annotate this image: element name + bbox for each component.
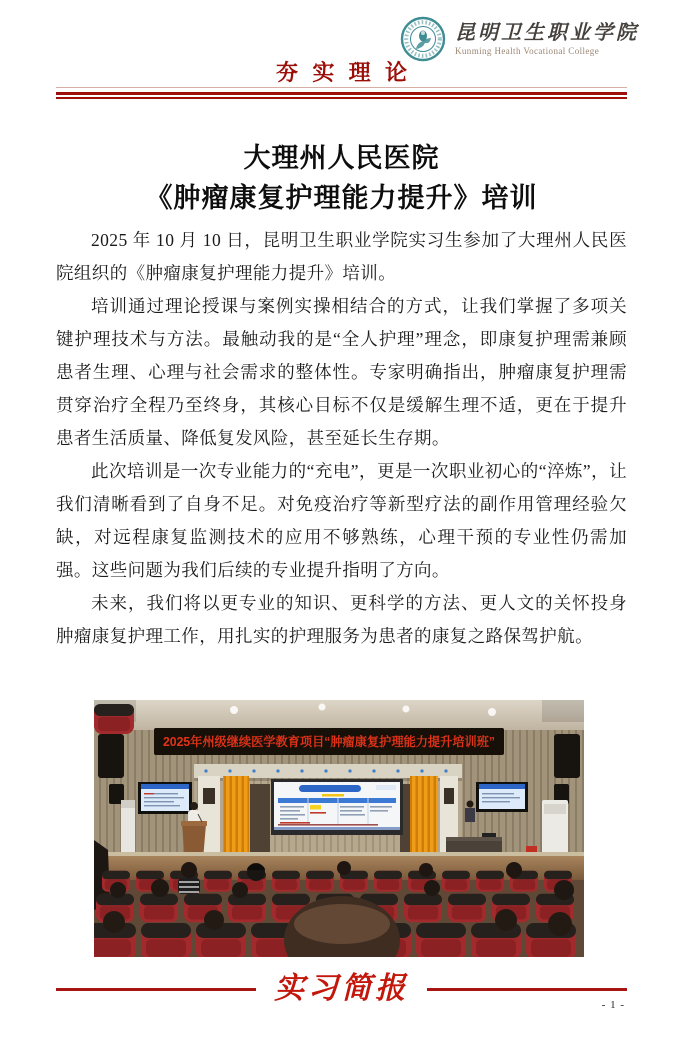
paragraph: 未来，我们将以更专业的知识、更科学的方法、更人文的关怀投身肿瘤康复护理工作，用扎实的护理服务为患者的康复之路保驾护航。 bbox=[56, 593, 627, 646]
header-rule-thin bbox=[56, 97, 627, 99]
college-name-en: Kunming Health Vocational College bbox=[455, 46, 600, 56]
side-screen-right bbox=[476, 782, 528, 812]
paragraph: 培训通过理论授课与案例实操相结合的方式，让我们掌握了多项关键护理技术与方法。最触动我的是“全人护理”理念，即康复护理需兼顾患者生理、心理与社会需求的整体性。专家明确指出，肿瘤康复护理需贯穿治疗全程乃至终身，其核心目标不仅是缓解生理不适，更在于提升患者生活质量、降低复发风险，甚至延长生存期。 bbox=[56, 296, 627, 448]
paragraph: 此次培训是一次专业能力的“充电”，更是一次职业初心的“淬炼”，让我们清晰看到了自身不足。对免疫治疗等新型疗法的副作用管理经验欠缺，对远程康复监测技术的应用不够熟练，心理干预的专业性仍需加强。这些问题为我们后续的专业提升指明了方向。 bbox=[56, 461, 627, 580]
footer-rule-right bbox=[427, 988, 627, 991]
stage-door-left bbox=[250, 784, 270, 860]
ceiling-shadow-right bbox=[542, 700, 584, 722]
attendee-with-cap bbox=[247, 863, 265, 881]
college-seal-icon bbox=[400, 16, 446, 62]
stage-curtain-left bbox=[223, 776, 249, 860]
section-title: 夯实理论 bbox=[276, 60, 422, 85]
stage-edge bbox=[94, 852, 584, 856]
side-screen-left bbox=[138, 782, 192, 814]
college-logo bbox=[400, 16, 639, 62]
article-title bbox=[0, 138, 683, 218]
training-photo bbox=[94, 700, 584, 957]
article-title-line2: 《肿瘤康复护理能力提升》培训 bbox=[145, 183, 538, 213]
ceiling bbox=[94, 700, 584, 730]
article-title-line1: 大理州人民医院 bbox=[243, 143, 440, 173]
attendee-striped-shirt bbox=[178, 878, 200, 894]
article-body bbox=[56, 224, 627, 653]
footer-rule-left bbox=[56, 988, 256, 991]
page-number: - 1 - bbox=[601, 999, 625, 1011]
footer-label: 实习简报 bbox=[274, 972, 409, 1005]
section-header bbox=[56, 60, 627, 88]
stage-curtain-right bbox=[410, 776, 438, 860]
paragraph: 2025 年 10 月 10 日，昆明卫生职业学院实习生参加了大理州人民医院组织的《肿瘤康复护理能力提升》培训。 bbox=[56, 230, 627, 283]
college-name-zh: 昆明卫生职业学院 bbox=[455, 22, 639, 44]
led-banner-text: 2025年州级继续医学教育项目“肿瘤康复护理能力提升培训班” bbox=[163, 735, 504, 749]
header-rule-thick bbox=[56, 92, 627, 95]
lecture-hall-scene bbox=[94, 700, 584, 957]
footer bbox=[56, 971, 627, 1007]
projection-screen bbox=[271, 779, 403, 835]
